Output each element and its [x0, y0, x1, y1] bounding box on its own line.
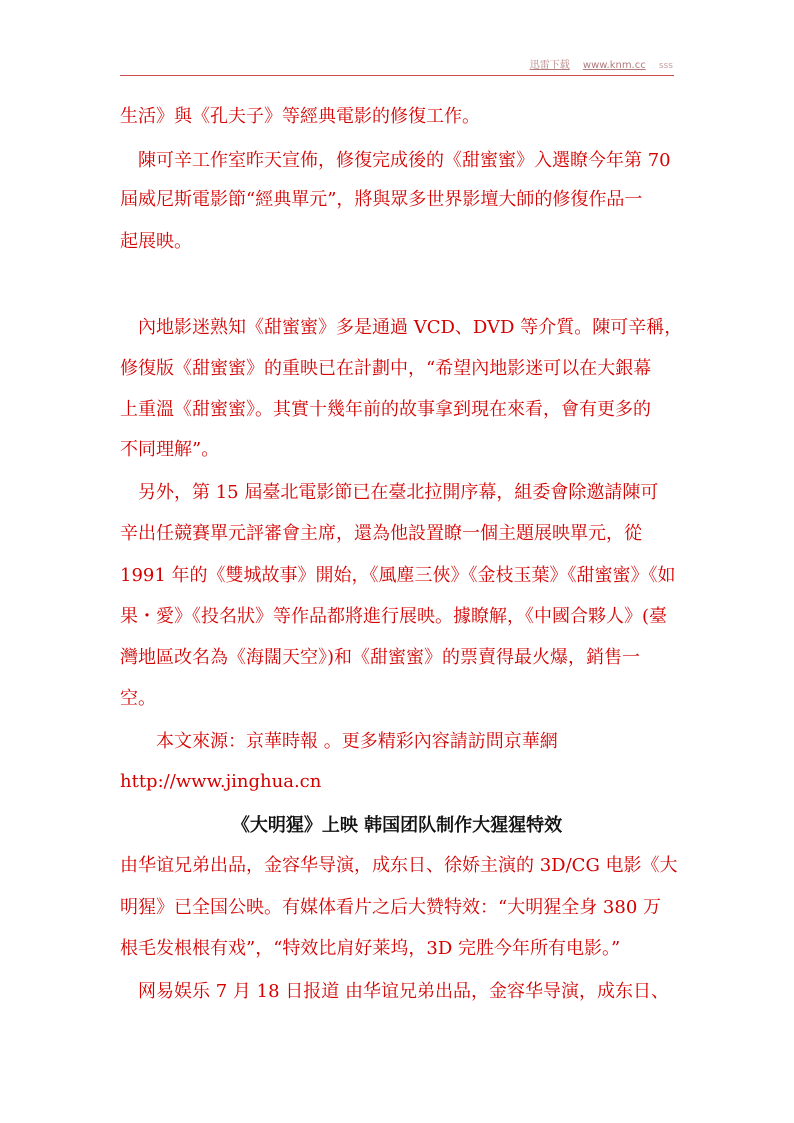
text-line: 不同理解”。	[120, 439, 220, 460]
text-line: 另外，第 15 屆臺北電影節已在臺北拉開序幕，組委會除邀請陳可	[138, 482, 659, 503]
header-tag: sss	[658, 61, 673, 71]
text-line: 辛出任競賽單元評審會主席，還為他設置瞭一個主題展映單元，從	[120, 523, 642, 544]
text-line: 起展映。	[120, 231, 192, 252]
text-line: 1991 年的《雙城故事》開始，《風塵三俠》《金枝玉葉》《甜蜜蜜》《如	[120, 565, 676, 586]
text-line: 灣地區改名為《海闊天空》)和《甜蜜蜜》的票賣得最火爆，銷售一	[120, 647, 641, 668]
text-line: 根毛发根根有戏”，“特效比肩好莱坞，3D 完胜今年所有电影。”	[120, 938, 621, 959]
text-line: 空。	[120, 688, 156, 709]
text-line: 上重溫《甜蜜蜜》。其實十幾年前的故事拿到現在來看，會有更多的	[120, 399, 651, 420]
header-rule	[120, 75, 674, 76]
text-line: 內地影迷熟知《甜蜜蜜》多是通過 VCD、DVD 等介質。陳可辛稱，	[138, 317, 683, 338]
page-header	[520, 56, 673, 71]
source-line: 本文來源：京華時報 。更多精彩內容請訪問京華網	[156, 731, 558, 752]
text-line: 网易娱乐 7 月 18 日报道 由华谊兄弟出品，金容华导演，成东日、	[138, 981, 669, 1002]
text-line: 屆威尼斯電影節“經典單元”，將與眾多世界影壇大師的修復作品一	[120, 189, 643, 210]
text-line: 明猩》已全国公映。有媒体看片之后大赞特效：“大明猩全身 380 万	[120, 897, 661, 918]
text-line: 由华谊兄弟出品，金容华导演，成东日、徐娇主演的 3D/CG 电影《大	[120, 855, 678, 876]
source-url[interactable]: http://www.jinghua.cn	[120, 771, 322, 792]
text-line: 陳可辛工作室昨天宣佈，修復完成後的《甜蜜蜜》入選瞭今年第 70	[138, 150, 671, 171]
article-title: 《大明猩》上映 韩国团队制作大猩猩特效	[231, 815, 563, 836]
text-line: 修復版《甜蜜蜜》的重映已在計劃中，“希望內地影迷可以在大銀幕	[120, 358, 652, 379]
text-line: 生活》與《孔夫子》等經典電影的修復工作。	[120, 106, 480, 127]
text-line: 果・愛》《投名狀》等作品都將進行展映。據瞭解，《中國合夥人》(臺	[120, 606, 668, 627]
header-site-url[interactable]: www.knm.cc	[582, 60, 646, 71]
header-site-name[interactable]: 迅雷下载	[529, 60, 570, 71]
